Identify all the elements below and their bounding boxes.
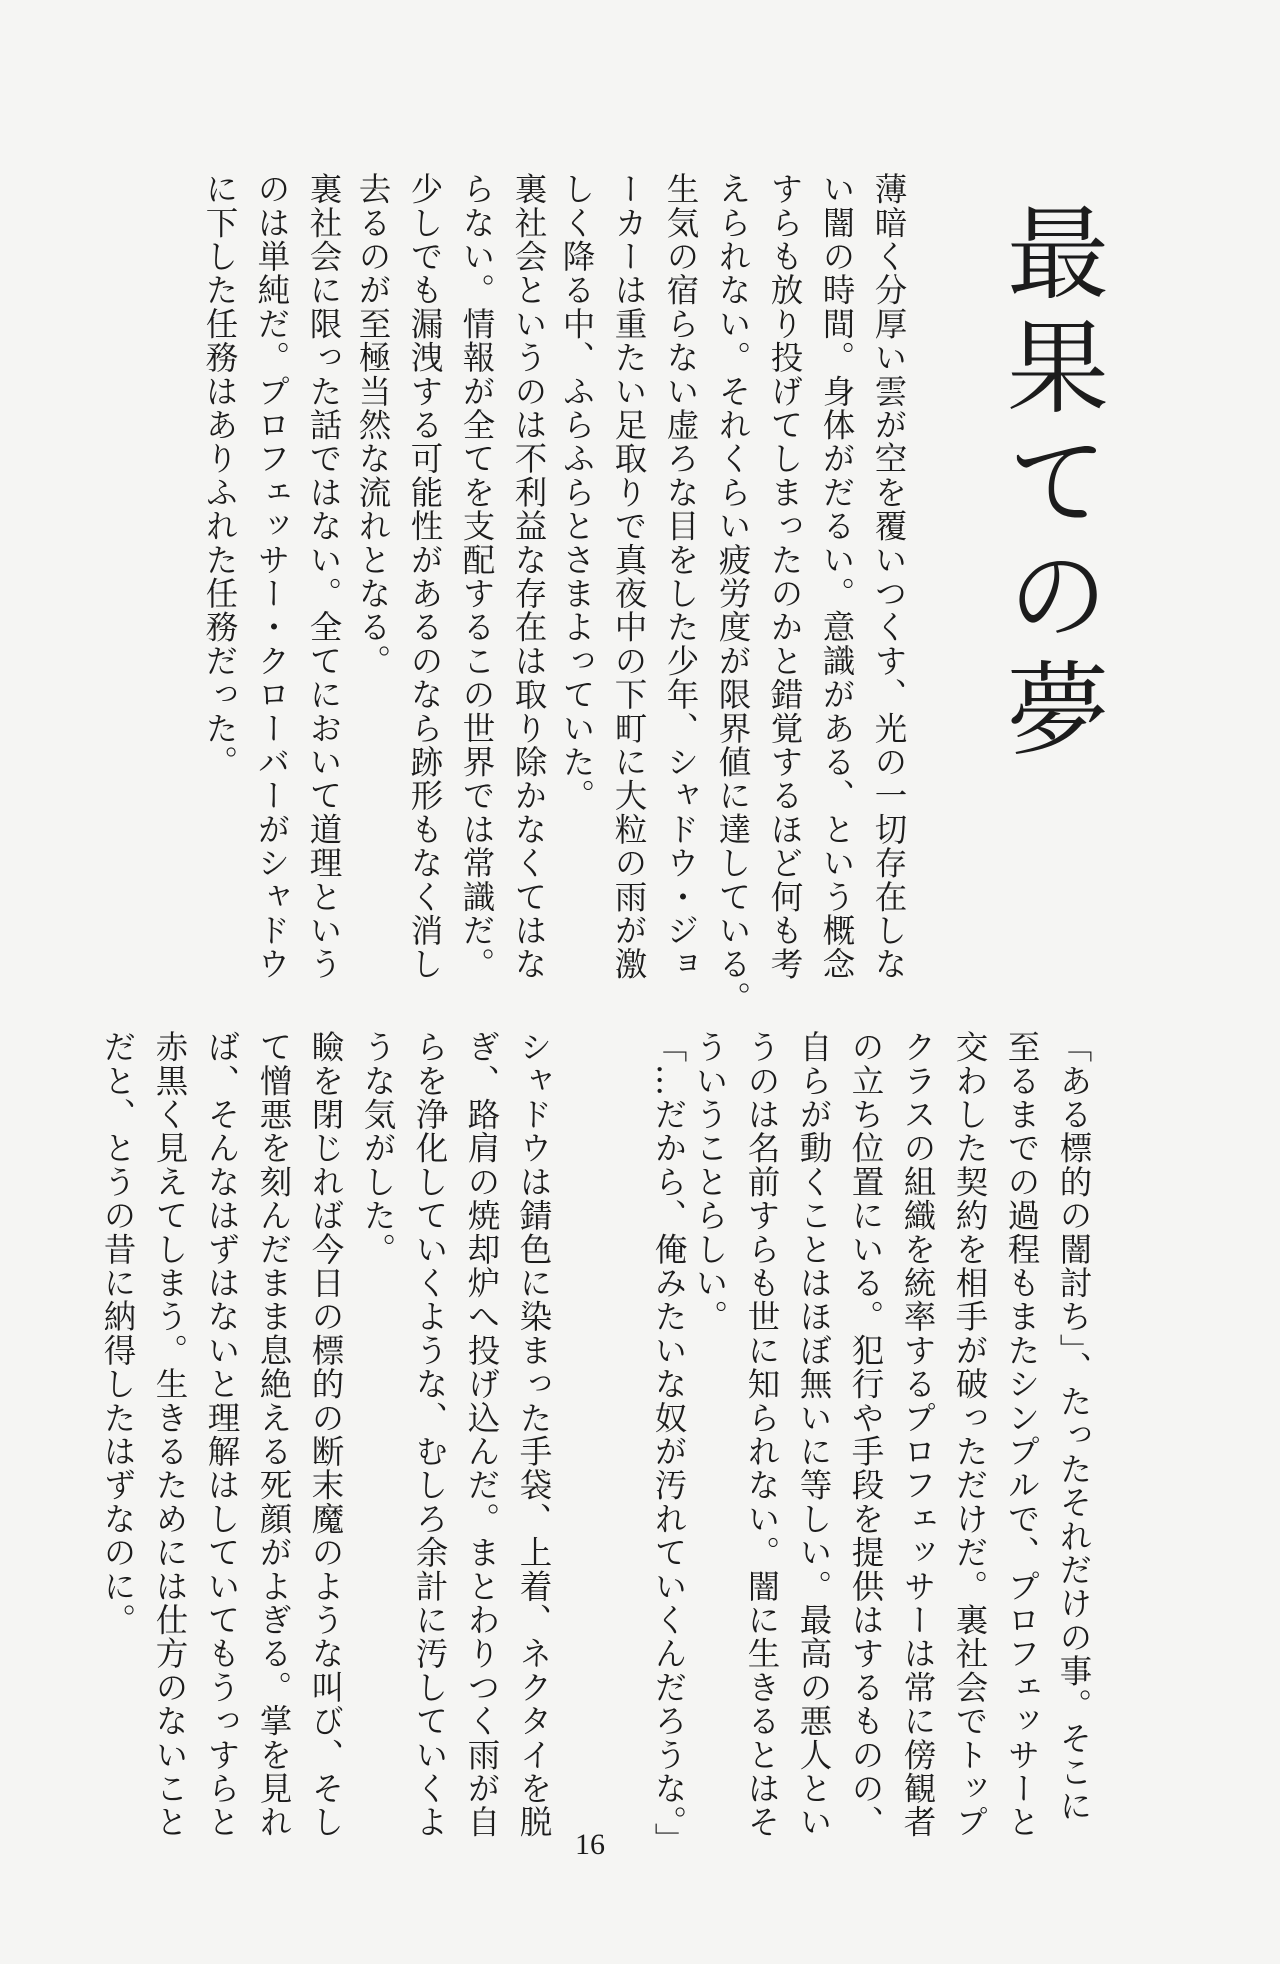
text-line: ぎ、路肩の焼却炉へ投げ込んだ。まとわりつく雨が自 bbox=[463, 1030, 501, 1839]
paragraph-1 bbox=[558, 172, 915, 1015]
text-line: クラスの組織を統率するプロフェッサーは常に傍観者 bbox=[899, 1030, 937, 1839]
text-line: 去るのが至極当然な流れとなる。 bbox=[354, 172, 392, 678]
paragraph-4 bbox=[691, 1030, 1100, 1839]
dialogue-line bbox=[595, 1030, 695, 1857]
text-line: ば、そんなはずはないと理解はしていてもうっすらと bbox=[203, 1030, 241, 1839]
text-line: ういうことらしい。 bbox=[691, 1030, 729, 1334]
paragraph-2 bbox=[354, 172, 555, 981]
paragraph-3 bbox=[180, 172, 350, 981]
text-line: 裏社会に限った話ではない。全てにおいて道理という bbox=[305, 172, 343, 981]
chapter-title: 最果ての夢 bbox=[990, 200, 1109, 770]
text-line: だと、とうの昔に納得したはずなのに。 bbox=[99, 1030, 137, 1637]
text-line: の立ち位置にいる。犯行や手段を提供はするものの、 bbox=[847, 1030, 885, 1839]
text-line: えられない。それくらい疲労度が限界値に達している。 bbox=[714, 172, 752, 1015]
text-line: のは単純だ。プロフェッサー・クローバーがシャドウ bbox=[253, 172, 291, 981]
text-line: うな気がした。 bbox=[359, 1030, 397, 1266]
text-line: らを浄化していくような、むしろ余計に汚していくよ bbox=[411, 1030, 449, 1839]
text-line: ーカーは重たい足取りで真夜中の下町に大粒の雨が激 bbox=[610, 172, 648, 981]
text-line: 薄暗く分厚い雲が空を覆いつくす、光の一切存在しな bbox=[870, 172, 908, 981]
text-line: すらも放り投げてしまったのかと錯覚するほど何も考 bbox=[766, 172, 804, 981]
text-line: 至るまでの過程もまたシンプルで、プロフェッサーと bbox=[1003, 1030, 1041, 1839]
text-line: シャドウは錆色に染まった手袋、上着、ネクタイを脱 bbox=[515, 1030, 553, 1839]
text-line: い闇の時間。身体がだるい。意識がある、という概念 bbox=[818, 172, 856, 981]
text-line: 交わした契約を相手が破っただけだ。裏社会でトップ bbox=[951, 1030, 989, 1839]
text-line: 赤黒く見えてしまう。生きるためには仕方のないこと bbox=[151, 1030, 189, 1839]
text-line: 裏社会というのは不利益な存在は取り除かなくてはな bbox=[510, 172, 548, 981]
text-line: に下した任務はありふれた任務だった。 bbox=[201, 172, 239, 779]
text-line: 生気の宿らない虚ろな目をした少年、シャドウ・ジョ bbox=[662, 172, 700, 981]
text-line: 「…だから、俺みたいな奴が汚れていくんだろうな。」 bbox=[650, 1030, 688, 1857]
text-line: らない。情報が全てを支配するこの世界では常識だ。 bbox=[458, 172, 496, 981]
text-line: 「ある標的の闇討ち」、たったそれだけの事。そこに bbox=[1055, 1030, 1093, 1823]
text-line: 瞼を閉じれば今日の標的の断末魔のような叫び、そし bbox=[307, 1030, 345, 1839]
text-line: 少しでも漏洩する可能性があるのなら跡形もなく消し bbox=[406, 172, 444, 981]
paragraph-6 bbox=[99, 1030, 560, 1839]
text-line: 自らが動くことはほぼ無いに等しい。最高の悪人とい bbox=[795, 1030, 833, 1839]
text-line: しく降る中、ふらふらとさまよっていた。 bbox=[558, 172, 596, 813]
text-line: て憎悪を刻んだまま息絶える死顔がよぎる。掌を見れ bbox=[255, 1030, 293, 1839]
text-line: うのは名前すらも世に知られない。闇に生きるとはそ bbox=[743, 1030, 781, 1839]
page-number: 16 bbox=[575, 1828, 605, 1861]
